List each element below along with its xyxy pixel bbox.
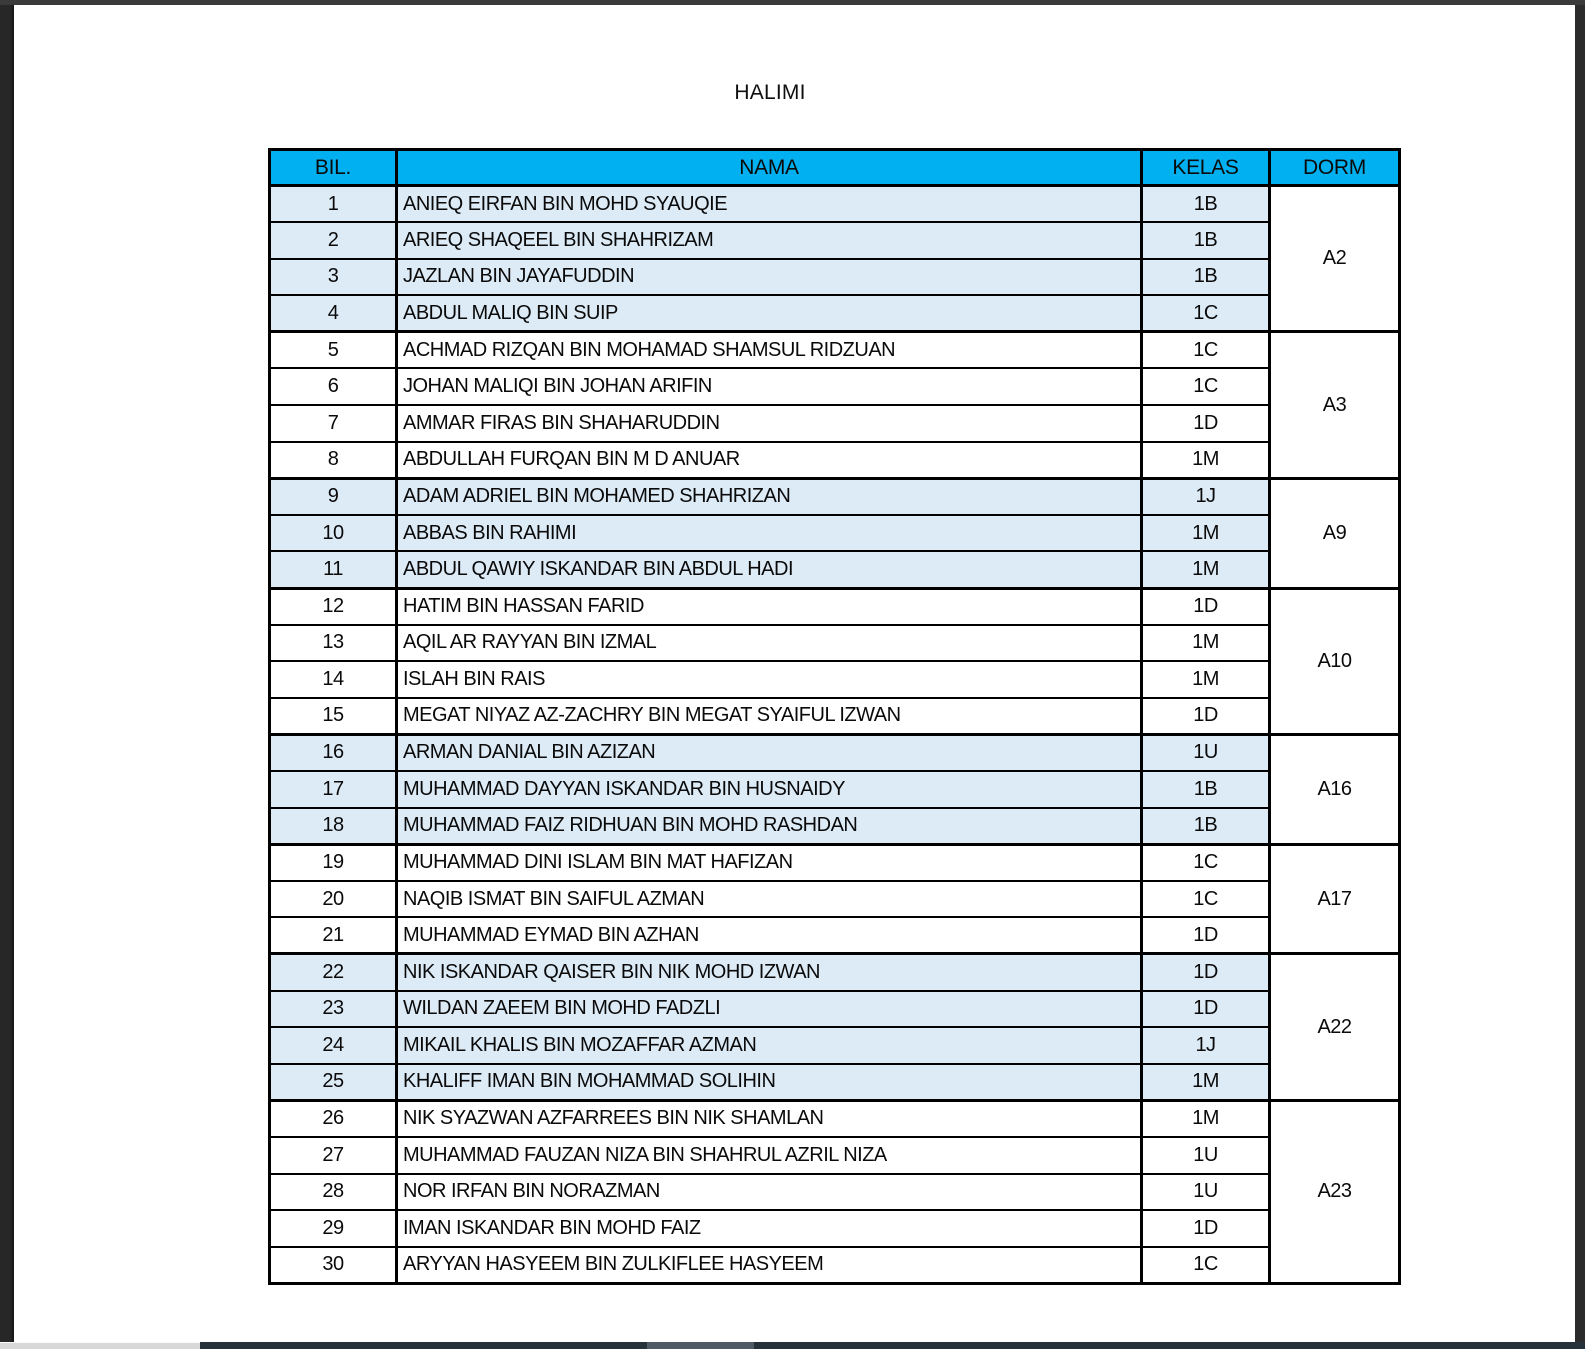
student-name-cell: MUHAMMAD FAIZ RIDHUAN BIN MOHD RASHDAN [397,808,1142,845]
table-row [270,954,1400,991]
dorm-cell: A22 [1270,954,1400,1100]
class-cell: 1M [1142,442,1270,479]
student-name-cell: ARYYAN HASYEEM BIN ZULKIFLEE HASYEEM [397,1247,1142,1284]
table-row [270,661,1400,698]
class-cell: 1J [1142,478,1270,515]
table-row [270,259,1400,296]
row-number-cell: 13 [270,625,397,662]
row-number-cell: 20 [270,881,397,918]
class-cell: 1D [1142,405,1270,442]
class-cell: 1M [1142,1100,1270,1137]
table-row [270,405,1400,442]
table-row [270,588,1400,625]
row-number-cell: 21 [270,917,397,954]
dorm-cell: A23 [1270,1100,1400,1283]
class-cell: 1M [1142,551,1270,588]
row-number-cell: 5 [270,332,397,369]
header-row [270,150,1400,186]
class-cell: 1D [1142,954,1270,991]
table-row [270,478,1400,515]
class-cell: 1D [1142,1210,1270,1247]
class-cell: 1D [1142,991,1270,1028]
row-number-cell: 4 [270,295,397,332]
student-name-cell: AMMAR FIRAS BIN SHAHARUDDIN [397,405,1142,442]
class-cell: 1C [1142,368,1270,405]
class-cell: 1B [1142,186,1270,223]
row-number-cell: 14 [270,661,397,698]
row-number-cell: 16 [270,734,397,771]
student-name-cell: HATIM BIN HASSAN FARID [397,588,1142,625]
horizontal-scrollbar-track[interactable] [200,1342,1585,1349]
table-row [270,1100,1400,1137]
table-row [270,442,1400,479]
student-name-cell: NIK ISKANDAR QAISER BIN NIK MOHD IZWAN [397,954,1142,991]
column-header-bil: BIL. [270,150,397,186]
row-number-cell: 15 [270,698,397,735]
dorm-cell: A9 [1270,478,1400,588]
row-number-cell: 18 [270,808,397,845]
student-name-cell: ACHMAD RIZQAN BIN MOHAMAD SHAMSUL RIDZUAN [397,332,1142,369]
table-row [270,1247,1400,1284]
class-cell: 1B [1142,259,1270,296]
class-cell: 1D [1142,698,1270,735]
table-row [270,1137,1400,1174]
row-number-cell: 11 [270,551,397,588]
dorm-cell: A3 [1270,332,1400,478]
table-row [270,222,1400,259]
student-name-cell: WILDAN ZAEEM BIN MOHD FADZLI [397,991,1142,1028]
class-cell: 1M [1142,625,1270,662]
class-cell: 1U [1142,1137,1270,1174]
dorm-cell: A2 [1270,186,1400,332]
column-header-dorm: DORM [1270,150,1400,186]
row-number-cell: 25 [270,1064,397,1101]
table-row [270,808,1400,845]
student-roster-table [268,148,1401,1285]
table-row [270,771,1400,808]
class-cell: 1J [1142,1027,1270,1064]
column-header-kelas: KELAS [1142,150,1270,186]
row-number-cell: 26 [270,1100,397,1137]
table-row [270,186,1400,223]
student-name-cell: ABDUL QAWIY ISKANDAR BIN ABDUL HADI [397,551,1142,588]
table-row [270,515,1400,552]
table-row [270,295,1400,332]
table-row [270,734,1400,771]
column-header-nama: NAMA [397,150,1142,186]
student-name-cell: KHALIFF IMAN BIN MOHAMMAD SOLIHIN [397,1064,1142,1101]
student-name-cell: AQIL AR RAYYAN BIN IZMAL [397,625,1142,662]
table-row [270,991,1400,1028]
row-number-cell: 3 [270,259,397,296]
class-cell: 1B [1142,808,1270,845]
dorm-cell: A10 [1270,588,1400,734]
table-row [270,844,1400,881]
student-name-cell: ANIEQ EIRFAN BIN MOHD SYAUQIE [397,186,1142,223]
row-number-cell: 30 [270,1247,397,1284]
row-number-cell: 17 [270,771,397,808]
student-name-cell: NIK SYAZWAN AZFARREES BIN NIK SHAMLAN [397,1100,1142,1137]
window-right-edge [1575,5,1585,1342]
sidebar-scrollbar[interactable] [0,1342,200,1349]
class-cell: 1U [1142,734,1270,771]
student-name-cell: MEGAT NIYAZ AZ-ZACHRY BIN MEGAT SYAIFUL IZWAN [397,698,1142,735]
row-number-cell: 2 [270,222,397,259]
class-cell: 1B [1142,222,1270,259]
student-name-cell: MUHAMMAD EYMAD BIN AZHAN [397,917,1142,954]
horizontal-scrollbar-thumb[interactable] [647,1342,754,1349]
class-cell: 1M [1142,1064,1270,1101]
row-number-cell: 9 [270,478,397,515]
row-number-cell: 1 [270,186,397,223]
student-name-cell: JOHAN MALIQI BIN JOHAN ARIFIN [397,368,1142,405]
document-title: HALIMI [734,81,806,104]
class-cell: 1U [1142,1174,1270,1211]
student-name-cell: IMAN ISKANDAR BIN MOHD FAIZ [397,1210,1142,1247]
table-row [270,917,1400,954]
student-name-cell: ABDUL MALIQ BIN SUIP [397,295,1142,332]
row-number-cell: 23 [270,991,397,1028]
row-number-cell: 27 [270,1137,397,1174]
class-cell: 1C [1142,332,1270,369]
table-row [270,1210,1400,1247]
class-cell: 1C [1142,844,1270,881]
row-number-cell: 22 [270,954,397,991]
table-row [270,1064,1400,1101]
student-name-cell: ADAM ADRIEL BIN MOHAMED SHAHRIZAN [397,478,1142,515]
table-row [270,332,1400,369]
document-page [14,5,1575,1342]
student-name-cell: MUHAMMAD DAYYAN ISKANDAR BIN HUSNAIDY [397,771,1142,808]
dorm-cell: A16 [1270,734,1400,844]
student-name-cell: ISLAH BIN RAIS [397,661,1142,698]
class-cell: 1M [1142,515,1270,552]
row-number-cell: 8 [270,442,397,479]
row-number-cell: 19 [270,844,397,881]
student-name-cell: MUHAMMAD FAUZAN NIZA BIN SHAHRUL AZRIL NIZA [397,1137,1142,1174]
row-number-cell: 7 [270,405,397,442]
class-cell: 1D [1142,917,1270,954]
table-row [270,1174,1400,1211]
student-name-cell: JAZLAN BIN JAYAFUDDIN [397,259,1142,296]
class-cell: 1C [1142,1247,1270,1284]
class-cell: 1C [1142,295,1270,332]
student-name-cell: ABDULLAH FURQAN BIN M D ANUAR [397,442,1142,479]
table-row [270,551,1400,588]
dorm-cell: A17 [1270,844,1400,954]
student-name-cell: NOR IRFAN BIN NORAZMAN [397,1174,1142,1211]
row-number-cell: 10 [270,515,397,552]
student-name-cell: ARIEQ SHAQEEL BIN SHAHRIZAM [397,222,1142,259]
window-left-edge [0,5,14,1342]
class-cell: 1D [1142,588,1270,625]
row-number-cell: 28 [270,1174,397,1211]
class-cell: 1M [1142,661,1270,698]
row-number-cell: 24 [270,1027,397,1064]
student-name-cell: MIKAIL KHALIS BIN MOZAFFAR AZMAN [397,1027,1142,1064]
class-cell: 1C [1142,881,1270,918]
student-name-cell: ABBAS BIN RAHIMI [397,515,1142,552]
table-row [270,368,1400,405]
table-row [270,1027,1400,1064]
table-row [270,698,1400,735]
row-number-cell: 6 [270,368,397,405]
table-row [270,625,1400,662]
class-cell: 1B [1142,771,1270,808]
table-row [270,881,1400,918]
row-number-cell: 12 [270,588,397,625]
row-number-cell: 29 [270,1210,397,1247]
student-name-cell: MUHAMMAD DINI ISLAM BIN MAT HAFIZAN [397,844,1142,881]
student-name-cell: ARMAN DANIAL BIN AZIZAN [397,734,1142,771]
student-name-cell: NAQIB ISMAT BIN SAIFUL AZMAN [397,881,1142,918]
